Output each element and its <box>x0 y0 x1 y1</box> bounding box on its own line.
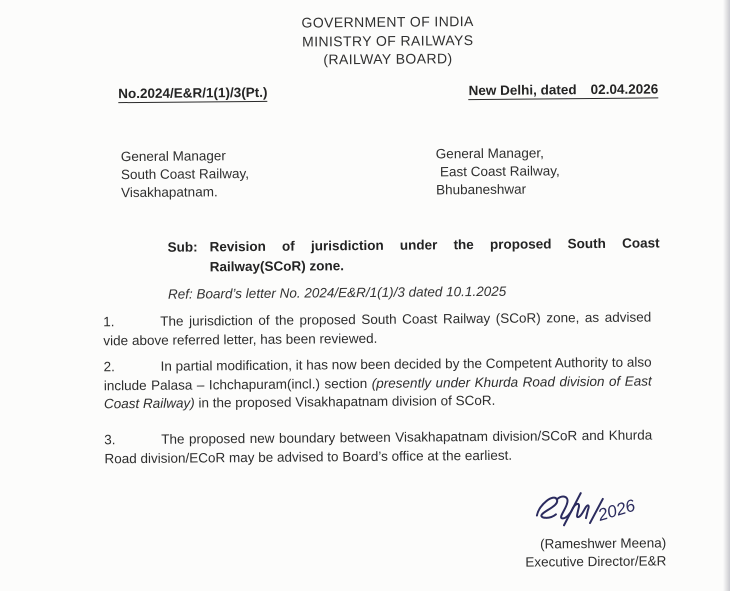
signature-year: 2026 <box>595 495 638 525</box>
paragraph-3-text: The proposed new boundary between Visakhapatnam division/SCoR and Khurda Road division/ECoR may be advised to Board’s office at the earliest. <box>104 427 653 466</box>
paragraph-2-text-italic: (presently under Khurda Road division of East Coast Railway) <box>103 373 652 412</box>
addressee-title: General Manager <box>120 148 226 165</box>
addressee-title: General Manager, <box>435 145 544 162</box>
addressee-city: Bhubaneshwar <box>436 181 527 198</box>
paragraph-2-text-after: in the proposed Visakhapatnam division of SCoR. <box>194 392 496 411</box>
paragraph-2-text-before: In partial modification, it has now been decided by the Competent Authority to also include Palasa – Ichchapuram(incl.) section <box>103 354 652 393</box>
reference-line: Ref: Board’s letter No. 2024/E&R/1(1)/3 dated 10.1.2025 <box>167 283 507 302</box>
addressee-south-coast-railway <box>121 147 250 202</box>
paragraph-1-number: 1. <box>103 314 115 330</box>
subject-text: Revision of jurisdiction under the proposed South Coast Railway(SCoR) zone. <box>209 235 660 274</box>
signatory-name: (Rameshwer Meena) <box>540 535 667 552</box>
paragraph-1-text: The jurisdiction of the proposed South Coast Railway (SCoR) zone, as advised vide above referred letter, has been reviewed. <box>103 309 652 348</box>
file-number: No.2024/E&R/1(1)/3(Pt.) <box>118 84 268 102</box>
paragraph-3 <box>104 426 652 468</box>
addressee-org: East Coast Railway, <box>439 163 560 180</box>
paragraph-2 <box>104 354 652 414</box>
signature-scribble <box>529 483 664 534</box>
subject-label: Sub: <box>167 239 198 255</box>
signatory-title: Executive Director/E&R <box>525 553 667 570</box>
paragraph-2-number: 2. <box>103 359 115 375</box>
letterhead <box>48 10 728 71</box>
place-label: New Delhi, dated <box>468 82 577 99</box>
signature-block <box>426 483 667 572</box>
subject-line <box>167 233 659 276</box>
paragraph-1 <box>103 309 651 351</box>
addressee-east-coast-railway <box>436 144 560 199</box>
letterhead-line-government: GOVERNMENT OF INDIA <box>301 13 474 31</box>
letterhead-line-board: (RAILWAY BOARD) <box>323 50 453 68</box>
place-and-date <box>469 81 659 100</box>
letter-date: 02.04.2026 <box>590 81 659 98</box>
letterhead-line-ministry: MINISTRY OF RAILWAYS <box>302 31 474 50</box>
addressee-city: Visakhapatnam. <box>121 184 218 201</box>
addressee-org: South Coast Railway, <box>120 166 250 183</box>
paragraph-3-number: 3. <box>104 432 116 448</box>
reference-row <box>118 81 658 103</box>
